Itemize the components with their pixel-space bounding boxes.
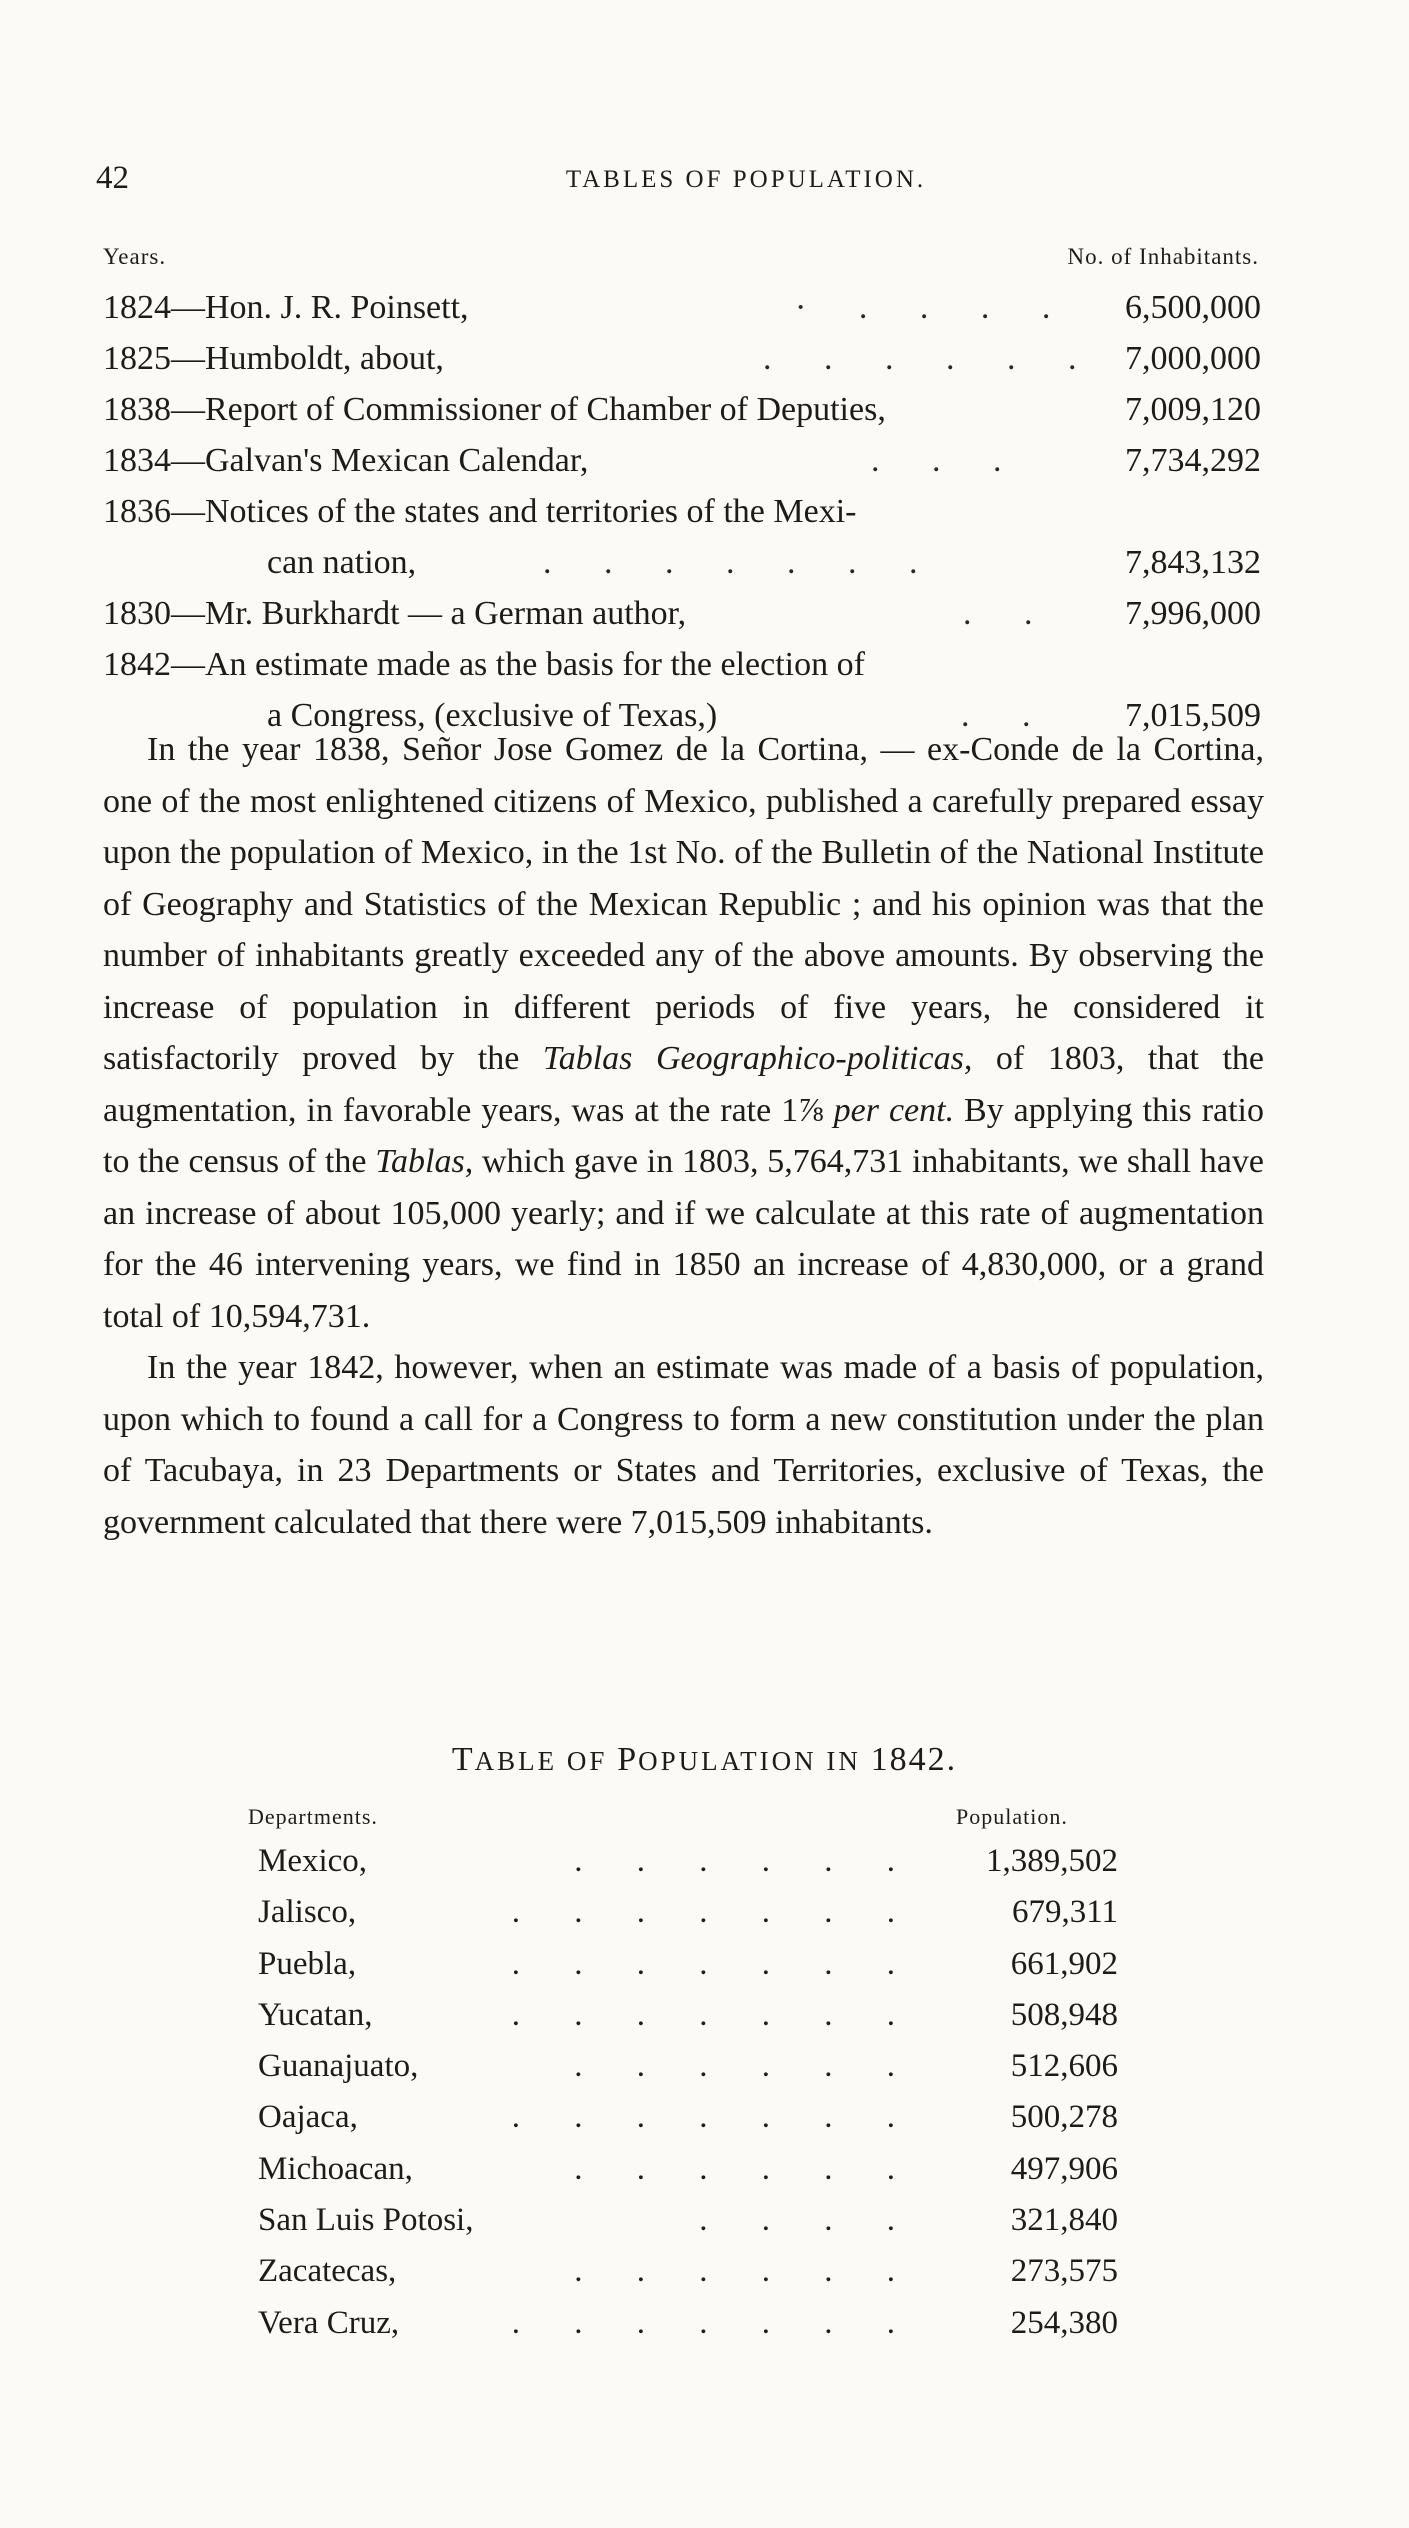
years-column-header: Years.	[103, 244, 167, 269]
title-small-caps: OPULATION IN	[638, 1746, 871, 1776]
estimate-value: 7,734,292	[1125, 442, 1261, 479]
paragraph-text: In the year 1838, Señor Jose Gomez de la Cortina, — ex-Conde de la Cortina, one of the most enlightened citizens of Mexico, published a carefully prepared essay upon the population of Mexico, in the 1st No. of the Bulletin of the National Institute of Geography and Statistics of the Mexican Republic ; and his opinion was that the number of inhabitants greatly exceeded any of the above amounts. By observing the increase of population in different periods of five years, he considered it satisfactorily proved by the	[103, 731, 1264, 1077]
leader-dots: . .	[961, 697, 1053, 734]
running-title: TABLES OF POPULATION.	[565, 166, 927, 193]
leader-dots: · . . . .	[795, 289, 1073, 326]
department-name: Puebla,	[258, 1945, 357, 1982]
department-name: Zacatecas,	[258, 2253, 397, 2290]
leader-dots: . . . . . . .	[511, 1894, 918, 1931]
department-name: Oajaca,	[258, 2099, 358, 2136]
leader-dots: . . . . . .	[763, 340, 1099, 377]
italic-per-cent: per cent.	[833, 1091, 955, 1129]
estimate-value: 7,843,132	[1125, 544, 1261, 581]
department-name: San Luis Potosi,	[258, 2202, 474, 2239]
table-row	[258, 2195, 1118, 2246]
estimate-row	[103, 384, 1261, 435]
estimate-row	[103, 588, 1261, 639]
paragraph-cortina	[103, 724, 1264, 1342]
department-population: 679,311	[1011, 1894, 1118, 1931]
estimate-value: 7,015,509	[1125, 697, 1261, 734]
leader-dots: . . . . . .	[574, 2048, 918, 2085]
department-population: 512,606	[1010, 2048, 1118, 2085]
estimate-value: 6,500,000	[1125, 289, 1261, 326]
table-row	[258, 1990, 1118, 2041]
estimate-source: 1836—Notices of the states and territories of the Mexi-	[103, 493, 857, 530]
population-estimates-list	[103, 282, 1261, 741]
department-population-table	[258, 1836, 1118, 2349]
department-name: Vera Cruz,	[258, 2304, 400, 2341]
italic-title-tablas: Tablas Geographico-politicas,	[542, 1040, 973, 1077]
department-name: Yucatan,	[258, 1996, 373, 2033]
title-initial: P	[617, 1741, 639, 1778]
departments-column-header: Departments.	[248, 1804, 378, 1829]
department-population: 500,278	[1010, 2099, 1118, 2136]
department-name: Michoacan,	[258, 2150, 413, 2187]
department-population: 1,389,502	[986, 1843, 1118, 1879]
estimate-row	[103, 537, 1261, 588]
estimate-source-continued: a Congress, (exclusive of Texas,)	[267, 697, 718, 734]
table-title	[0, 1741, 1409, 1779]
page-number: 42	[96, 160, 129, 196]
estimate-value: 7,996,000	[1125, 595, 1261, 632]
leader-dots: . . . . . .	[574, 1843, 918, 1879]
estimate-source: 1825—Humboldt, about,	[103, 340, 444, 377]
leader-dots: . . . . . .	[574, 2253, 918, 2290]
table-row	[258, 2144, 1118, 2195]
department-population: 273,575	[1010, 2253, 1118, 2290]
leader-dots: . . . . . . .	[511, 2304, 918, 2341]
estimate-source: 1824—Hon. J. R. Poinsett,	[103, 289, 469, 326]
population-column-header: Population.	[956, 1804, 1068, 1829]
leader-dots: . . . . . . .	[543, 544, 940, 581]
estimate-source-continued: can nation,	[267, 544, 417, 581]
estimate-source: 1838—Report of Commissioner of Chamber of Deputies,	[103, 391, 886, 428]
paragraph-text: which gave in 1803, 5,764,731 inhabitants, we shall have an increase of about 105,000 yearly; and if we calculate at this rate of augmentation for the 46 intervening years, we find in 1850 an increase of 4,830,000, or a grand total of 10,594,731.	[103, 1143, 1264, 1335]
leader-dots: . . . . . .	[574, 2150, 918, 2187]
table-row	[258, 1836, 1118, 1887]
department-name: Jalisco,	[258, 1894, 357, 1931]
leader-dots: . .	[963, 595, 1055, 632]
table-row	[258, 1887, 1118, 1938]
inhabitants-column-header: No. of Inhabitants.	[1067, 244, 1259, 269]
leader-dots: . . . . . . .	[511, 1996, 918, 2033]
estimate-value: 7,009,120	[1125, 391, 1261, 428]
estimate-row	[103, 282, 1261, 333]
title-initial: T	[451, 1741, 475, 1778]
department-population: 497,906	[1010, 2150, 1118, 2187]
department-population: 508,948	[1010, 1996, 1118, 2033]
estimate-row	[103, 639, 1261, 690]
department-population: 321,840	[1010, 2202, 1118, 2239]
table-row	[258, 2041, 1118, 2092]
leader-dots: . . . . . . .	[511, 2099, 918, 2136]
department-population: 254,380	[1010, 2304, 1118, 2341]
paragraph-1842: In the year 1842, however, when an estimate was made of a basis of population, upon which to found a call for a Congress to form a new constitution under the plan of Tacubaya, in 23 Departments or States and Territories, exclusive of Texas, the government calculated that there were 7,015,509 inhabitants.	[103, 1349, 1264, 1541]
estimate-row	[103, 486, 1261, 537]
running-head	[96, 160, 1266, 200]
paragraph-text: By applying this ratio to the census of the	[103, 1091, 1265, 1180]
title-year: 1842.	[870, 1741, 958, 1778]
estimate-source: 1830—Mr. Burkhardt — a German author,	[103, 595, 687, 632]
leader-dots: . . . .	[699, 2202, 918, 2239]
table-row	[258, 2246, 1118, 2297]
leader-dots: . . . . . . .	[511, 1945, 918, 1982]
leader-dots: . . .	[871, 442, 1024, 479]
department-name: Mexico,	[258, 1843, 368, 1879]
title-small-caps: ABLE OF	[474, 1746, 618, 1776]
estimate-source: 1842—An estimate made as the basis for the election of	[103, 646, 865, 683]
department-name: Guanajuato,	[258, 2048, 419, 2085]
paragraph-text: of 1803, that the augmentation, in favorable years, was at the rate 1⅞	[103, 1040, 1265, 1129]
department-population: 661,902	[1010, 1945, 1118, 1982]
italic-tablas: Tablas,	[375, 1143, 474, 1180]
estimate-row	[103, 435, 1261, 486]
estimate-source: 1834—Galvan's Mexican Calendar,	[103, 442, 589, 479]
body-text	[103, 724, 1264, 1548]
table-row	[258, 2298, 1118, 2349]
estimate-row	[103, 333, 1261, 384]
table-row	[258, 1939, 1118, 1990]
table-row	[258, 2092, 1118, 2143]
estimate-value: 7,000,000	[1125, 340, 1261, 377]
